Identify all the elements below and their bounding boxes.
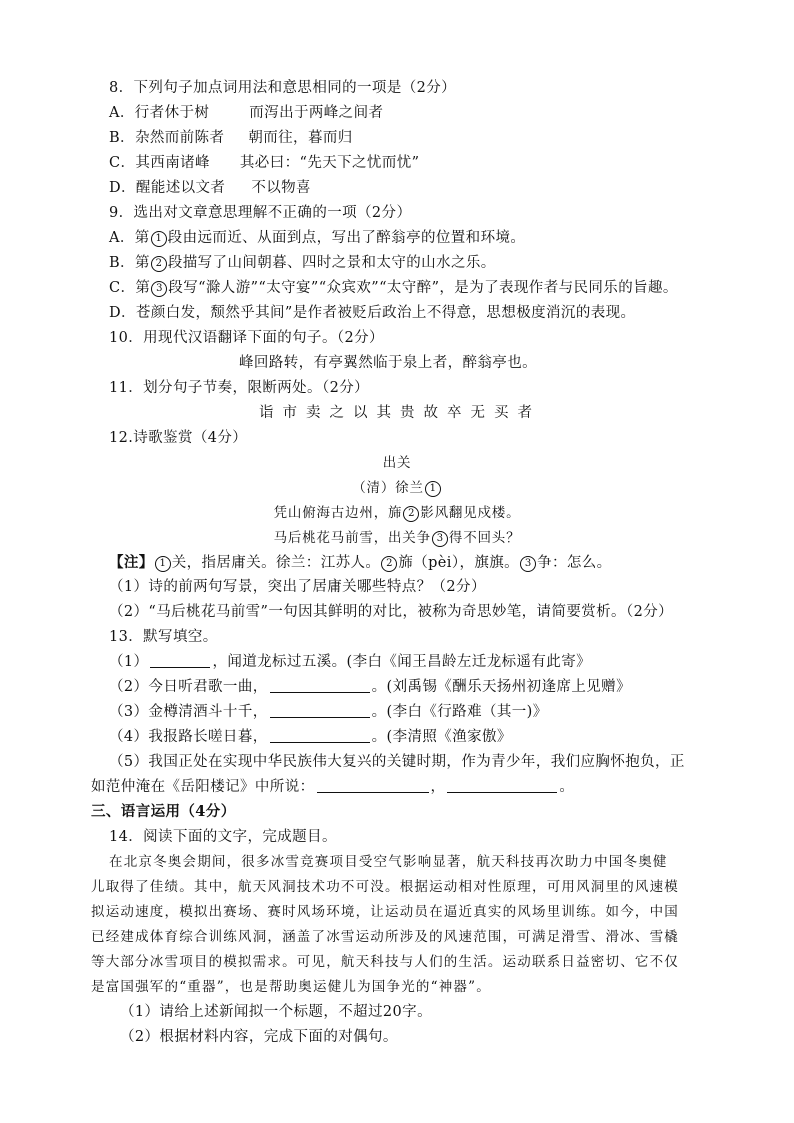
note-3: 争：怎么。 [537,555,612,571]
q13-item-5-line-1: （5）我国正处在实现中华民族伟大复兴的关键时期，作为青少年，我们应胸怀抱负，正 [109,754,685,770]
q8-option-d [109,178,311,198]
q12-sub-1: （1）诗的前两句写景，突出了居庸关哪些特点？（2分） [109,579,486,595]
q9-option-c [109,278,678,298]
q9-stem: 9．选出对文章意思理解不正确的一项（2分） [109,205,412,221]
q9-c-prefix: C．第 [109,280,151,296]
q8-option-a-right: 而泻出于两峰之间者 [249,105,384,121]
q14-sub-1: （1）请给上述新闻拟一个标题，不超过20字。 [120,1004,432,1020]
notes-heading: 【注】 [109,554,154,571]
answer-blank[interactable] [447,777,557,793]
circled-number-3: 3 [520,556,536,572]
q13-item-2-text: （2）今日听君歌一曲， [109,679,268,695]
q8-stem: 8．下列句子加点词用法和意思相同的一项是（2分） [109,80,457,96]
q13-item-1-text: ，闻道龙标过五溪。(李白《闻王昌龄左迁龙标遥有此寄》 [212,654,591,670]
q14-passage-line-1: 在北京冬奥会期间，很多冰雪竞赛项目受空气影响显著，航天科技再次助力中国冬奥健 [109,854,668,870]
circled-number-1: 1 [425,481,441,497]
q9-option-a [109,228,525,248]
q13-item-4 [109,727,512,747]
note-2: 旆（pèi），旗旗。 [398,555,520,571]
q9-c-text: 段写“滁人游”“太守宴”“众宾欢”“太守醉”，是为了表现作者与民同乐的旨趣。 [168,280,678,296]
q9-option-b [109,253,496,273]
q14-passage-line-4: 已经建成体育综合训练风洞，涵盖了冰雪运动所涉及的风速范围，可满足滑雪、滑冰、雪橇 [91,929,679,945]
q8-option-c-right: 其必曰：“先天下之忧而忧” [239,155,420,171]
circled-number-3: 3 [151,281,167,297]
q13-item-5-text: 如范仲淹在《岳阳楼记》中所说： [91,779,315,795]
q13-item-2 [109,677,631,697]
q13-item-5-line-2 [91,777,574,797]
circled-number-2: 2 [403,506,419,522]
poem-line-1-b: 影风翻见戍楼。 [420,505,521,521]
q13-stem: 13．默写填空。 [109,629,218,645]
answer-blank[interactable] [270,702,370,718]
poem-title: 出关 [382,455,412,471]
q8-option-d-left: D．醒能述以文者 [109,180,226,196]
poem-author-name: （清）徐兰 [352,480,424,496]
q13-item-3-text: （3）金樽清酒斗十千， [109,704,268,720]
poem-line-2-b: 得不回头？ [448,530,521,546]
poem-notes [109,553,612,573]
q8-option-c [109,153,419,173]
q12-stem: 12.诗歌鉴赏（4分） [109,430,248,446]
poem-line-1-a: 凭山俯海古边州，旆 [273,505,403,521]
q13-item-5-end: 。 [559,779,575,795]
poem-line-2 [0,528,794,548]
q13-item-4-text: （4）我报路长嗟日暮， [109,729,268,745]
q14-passage-line-6: 是富国强军的“重器”，也是帮助奥运健儿为国争光的“神器”。 [91,979,491,995]
q11-stem: 11．划分句子节奏，限断两处。（2分） [109,380,370,396]
q14-passage-line-3: 拟运动速度，模拟出赛场、赛时风场环境，让运动员在逼近真实的风场里训练。如今，中国 [91,904,679,920]
q9-b-text: 段描写了山间朝暮、四时之景和太守的山水之乐。 [167,255,496,271]
q8-option-a-left: A．行者休于树 [109,105,210,121]
q14-stem: 14．阅读下面的文字，完成题目。 [109,829,337,845]
q8-option-a [109,103,383,123]
circled-number-3: 3 [432,531,448,547]
q9-option-d: D．苍颜白发，颓然乎其间”是作者被贬后政治上不得意，思想极度消沉的表现。 [109,305,636,321]
q14-passage-line-2: 儿取得了佳绩。其中，航天风洞技术功不可没。根据运动相对性原理，可用风洞里的风速模 [91,879,679,895]
q9-a-prefix: A．第 [109,230,150,246]
q13-item-5-comma: ， [430,779,446,795]
q14-passage-line-5: 等大部分冰雪项目的模拟需求。可见，航天科技与人们的生活。运动联系日益密切、它不仅 [91,954,679,970]
poem-line-2-a: 马后桃花马前雪，出关争 [273,530,431,546]
section-3-heading: 三、语言运用（4分） [91,803,236,820]
q13-item-1 [109,652,591,672]
answer-blank[interactable] [270,727,370,743]
q9-a-text: 段由远而近、从面到点，写出了醉翁亭的位置和环境。 [167,230,526,246]
q13-item-2-source: 。(刘禹锡《酬乐天扬州初逢席上见赠》 [371,679,631,695]
poem-line-1 [0,503,794,523]
poem-author [0,478,794,498]
q13-item-1-num: （1） [109,654,149,670]
q9-b-prefix: B．第 [109,255,150,271]
q8-option-b [109,128,353,148]
circled-number-1: 1 [151,231,167,247]
q13-item-4-source: 。(李清照《渔家傲》 [371,729,512,745]
circled-number-2: 2 [151,256,167,272]
q13-item-3-source: 。(李白《行路难（其一)》 [371,704,548,720]
answer-blank[interactable] [317,777,429,793]
note-1: 关，指居庸关。徐兰：江苏人。 [171,555,381,571]
answer-blank[interactable] [150,652,210,668]
q10-sentence: 峰回路转，有亭翼然临于泉上者，醉翁亭也。 [239,355,537,371]
q8-option-b-left: B．杂然而前陈者 [109,130,225,146]
q12-sub-2: （2）“马后桃花马前雪”一句因其鲜明的对比，被称为奇思妙笔，请简要赏析。（2分） [109,604,674,620]
answer-blank[interactable] [270,677,370,693]
circled-number-2: 2 [381,556,397,572]
circled-number-1: 1 [155,556,171,572]
q8-option-d-right: 不以物喜 [251,180,311,196]
q13-item-3 [109,702,548,722]
q14-sub-2: （2）根据材料内容，完成下面的对偶句。 [120,1029,398,1045]
q11-sentence: 诣市卖之以其贵故卒无买者 [259,405,541,421]
q8-option-c-left: C．其西南诸峰 [109,155,210,171]
q10-stem: 10．用现代汉语翻译下面的句子。（2分） [109,330,384,346]
q8-option-b-right: 朝而往，暮而归 [248,130,353,146]
